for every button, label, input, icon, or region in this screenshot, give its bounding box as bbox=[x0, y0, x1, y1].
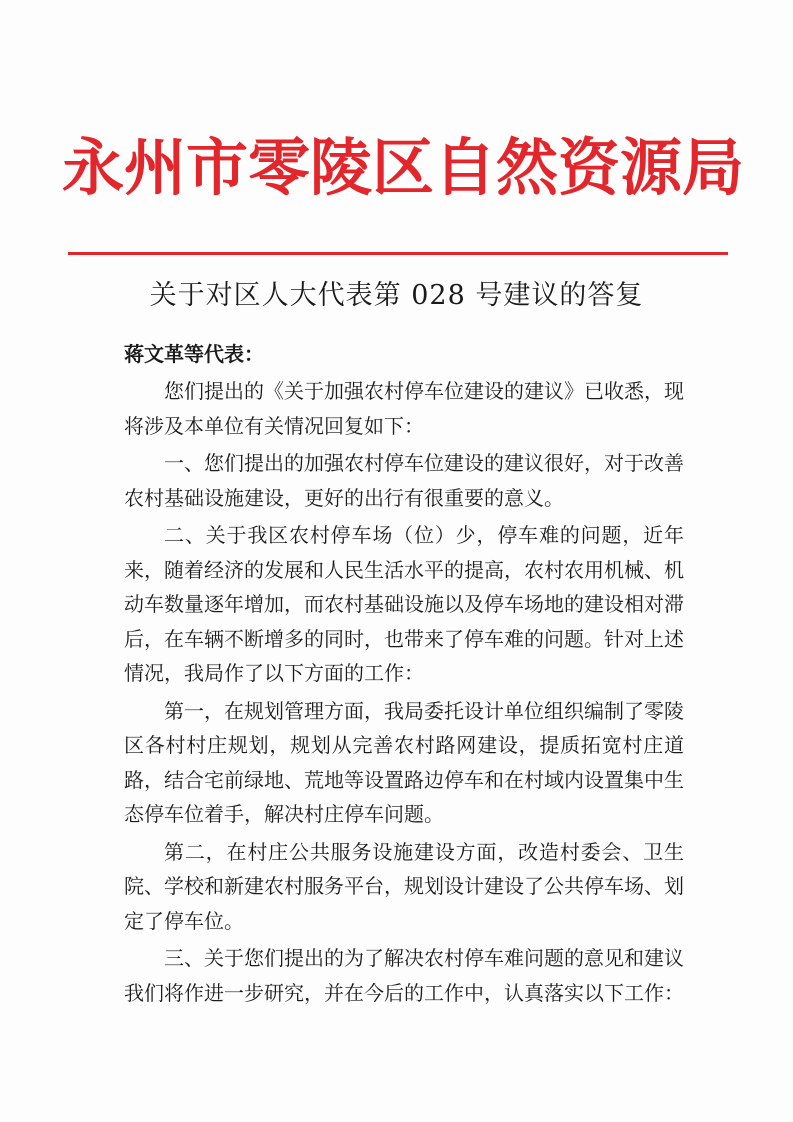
document-title: 关于对区人大代表第 028 号建议的答复 bbox=[149, 280, 644, 311]
paragraph-public-facilities-work: 第二，在村庄公共服务设施建设方面，改造村委会、卫生院、学校和新建农村服务平台，规划设计建设了公共停车场、划定了停车位。 bbox=[124, 839, 684, 933]
paragraph-receipt: 您们提出的《关于加强农村停车位建设的建议》已收悉，现将涉及本单位有关情况回复如下： bbox=[124, 379, 684, 438]
paragraph-point-two: 二、关于我区农村停车场（位）少，停车难的问题，近年来，随着经济的发展和人民生活水平的提高，农村农用机械、机动车数量逐年增加，而农村基础设施以及停车场地的建设相对滞后，在车辆不断增多的同时，也带来了停车难的问题。针对上述情况，我局作了以下方面的工作： bbox=[124, 523, 684, 685]
paragraph-point-one: 一、您们提出的加强农村停车位建设的建议很好，对于改善农村基础设施建设，更好的出行有很重要的意义。 bbox=[124, 451, 684, 510]
letterhead-org-name: 永州市零陵区自然资源局 bbox=[62, 131, 745, 204]
document-body bbox=[124, 334, 684, 1010]
letterhead-red-rule bbox=[68, 252, 728, 255]
salutation: 蒋文革等代表： bbox=[124, 342, 264, 366]
paragraph-point-three: 三、关于您们提出的为了解决农村停车难问题的意见和建议我们将作进一步研究，并在今后的工作中，认真落实以下工作： bbox=[124, 946, 684, 1005]
paragraph-planning-work: 第一，在规划管理方面，我局委托设计单位组织编制了零陵区各村村庄规划，规划从完善农村路网建设，提质拓宽村庄道路，结合宅前绿地、荒地等设置路边停车和在村域内设置集中生态停车位着手，解决村庄停车问题。 bbox=[124, 698, 684, 826]
